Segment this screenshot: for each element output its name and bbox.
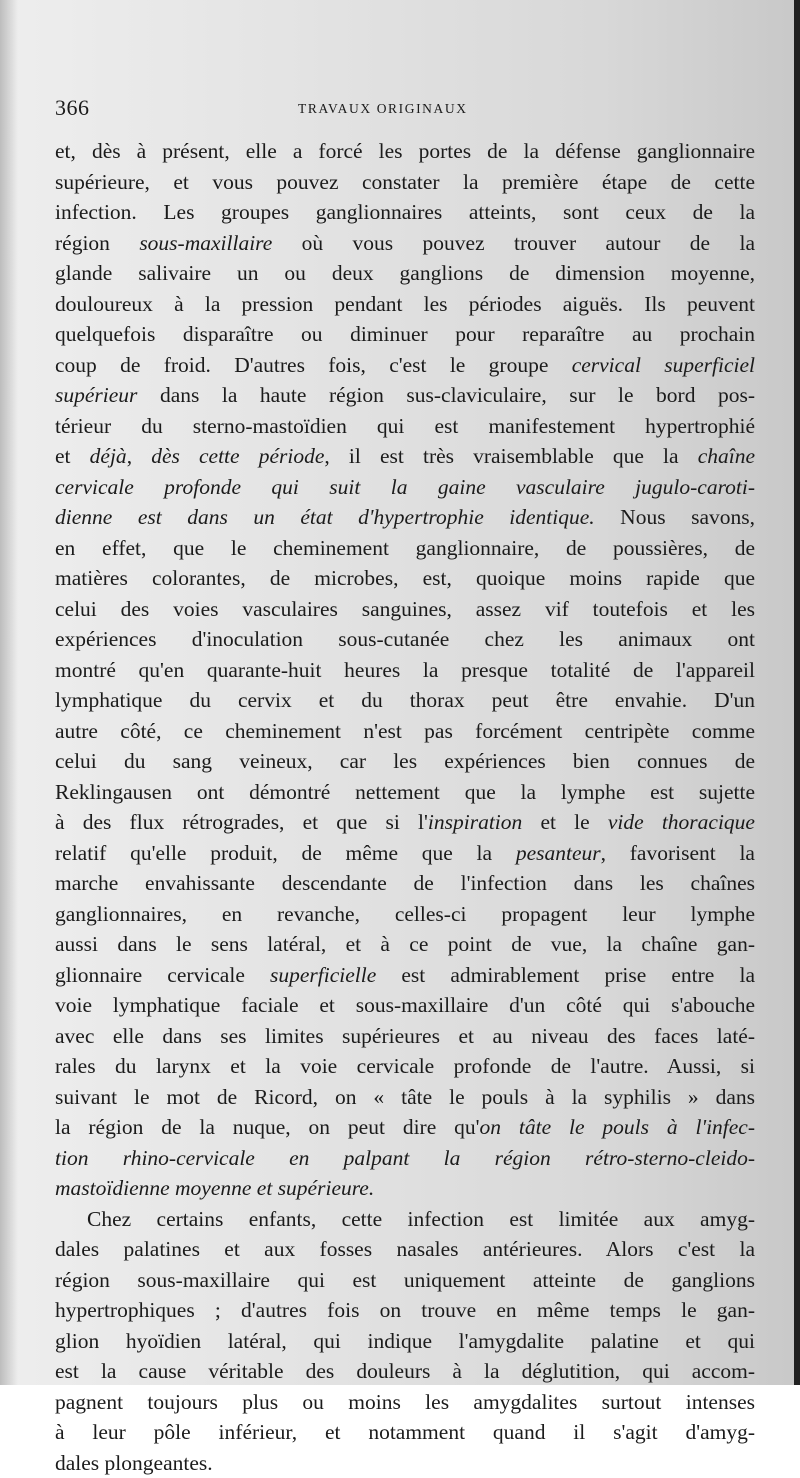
text-line [55,899,755,930]
italic-text: dienne est dans un état d'hypertrophie identique. [55,505,595,529]
text-segment: supérieure, et vous pouvez constater la première étape de cette [55,170,755,194]
text-segment: hypertrophiques ; d'autres fois on trouve en même temps le gan- [55,1298,755,1322]
text-line [55,350,755,381]
italic-text: supérieur [55,383,137,407]
text-line [55,807,755,838]
text-segment: douloureux à la pression pendant les périodes aiguës. Ils peuvent [55,292,755,316]
text-line [55,533,755,564]
italic-text: déjà [90,444,127,468]
text-segment: la région de la nuque, on peut dire qu' [55,1115,480,1139]
text-segment: quelquefois disparaître ou diminuer pour reparaître au prochain [55,322,755,346]
text-segment: Nous savons, [595,505,755,529]
text-line [55,594,755,625]
text-segment: et, dès à présent, elle a forcé les portes de la défense ganglionnaire [55,139,755,163]
text-segment: celui des voies vasculaires sanguines, assez vif toutefois et les [55,597,755,621]
text-segment [255,1146,289,1170]
text-line [55,624,755,655]
text-line [55,685,755,716]
text-segment: dales palatines et aux fosses nasales antérieures. Alors c'est la [55,1237,755,1261]
text-line [55,960,755,991]
text-segment: lymphatique du cervix et du thorax peut être envahie. D'un [55,688,755,712]
text-segment: et [55,444,90,468]
text-line [55,990,755,1021]
text-segment: région [55,231,139,255]
italic-text: tion rhino-cervicale [55,1146,255,1170]
italic-text: chaîne [698,444,755,468]
text-line [55,716,755,747]
italic-text: pesanteur [516,841,601,865]
italic-text: on tâte le pouls à l'infec- [480,1115,756,1139]
text-segment: ganglionnaires, en revanche, celles-ci propagent leur lymphe [55,902,755,926]
italic-text: sous-maxillaire [139,231,272,255]
text-line [55,1356,755,1387]
page-number: 366 [55,95,90,121]
italic-text: cervicale profonde qui suit la gaine vasculaire jugulo-caroti- [55,475,755,499]
text-segment: où vous pouvez trouver autour de la [272,231,755,255]
text-line [55,1326,755,1357]
text-line [55,838,755,869]
text-segment: à des flux rétrogrades, et que si l' [55,810,428,834]
text-segment: matières colorantes, de microbes, est, quoique moins rapide que [55,566,755,590]
page-header [55,95,755,125]
italic-text: inspiration [428,810,522,834]
text-segment: , favorisent la [601,841,755,865]
text-segment: et le [522,810,608,834]
text-line [55,929,755,960]
text-segment: région sous-maxillaire qui est uniquement atteinte de ganglions [55,1268,755,1292]
text-line [55,777,755,808]
text-line [55,1021,755,1052]
text-line [55,411,755,442]
italic-text: vide thoracique [608,810,755,834]
text-line [55,441,755,472]
text-segment: infection. Les groupes ganglionnaires atteints, sont ceux de la [55,200,755,224]
text-line [55,746,755,777]
text-line [55,319,755,350]
text-segment: dales plongeantes. [55,1451,213,1475]
text-segment: glion hyoïdien latéral, qui indique l'amygdalite palatine et qui [55,1329,755,1353]
text-line [55,1173,755,1204]
text-line [55,502,755,533]
text-line [55,563,755,594]
text-segment: Reklingausen ont démontré nettement que la lymphe est sujette [55,780,755,804]
page-shadow-left [0,0,18,1385]
text-line [55,289,755,320]
text-line [55,197,755,228]
italic-text: mastoïdienne moyenne et supérieure. [55,1176,374,1200]
italic-text: cervical superficiel [572,353,755,377]
text-segment: avec elle dans ses limites supérieures et au niveau des faces laté- [55,1024,755,1048]
text-line [55,1051,755,1082]
text-line [55,1204,755,1235]
text-segment: en effet, que le cheminement ganglionnaire, de poussières, de [55,536,755,560]
text-line [55,1234,755,1265]
text-line [55,1143,755,1174]
text-line [55,472,755,503]
text-segment: autre côté, ce cheminement n'est pas forcément centripète comme [55,719,755,743]
text-line [55,1387,755,1418]
italic-text: superficielle [270,963,376,987]
text-line [55,655,755,686]
page-edge-right [794,0,800,1385]
text-segment: suivant le mot de Ricord, on « tâte le pouls à la syphilis » dans [55,1085,755,1109]
italic-text: en palpant la région rétro-sterno-cleido- [289,1146,755,1170]
running-head: TRAVAUX ORIGINAUX [298,101,468,117]
text-line [55,228,755,259]
text-segment: à leur pôle inférieur, et notamment quand il s'agit d'amyg- [55,1420,755,1444]
text-line [55,258,755,289]
text-line [55,380,755,411]
text-segment: montré qu'en quarante-huit heures la presque totalité de l'appareil [55,658,755,682]
text-line [55,868,755,899]
text-segment: celui du sang veineux, car les expériences bien connues de [55,749,755,773]
text-segment: glande salivaire un ou deux ganglions de dimension moyenne, [55,261,755,285]
text-line [55,1417,755,1448]
text-line [55,167,755,198]
text-segment: coup de froid. D'autres fois, c'est le groupe [55,353,572,377]
text-segment: rales du larynx et la voie cervicale profonde de l'autre. Aussi, si [55,1054,755,1078]
text-line [55,1448,755,1478]
text-line [55,1295,755,1326]
text-segment: relatif qu'elle produit, de même que la [55,841,516,865]
text-segment: marche envahissante descendante de l'infection dans les chaînes [55,871,755,895]
text-line [55,136,755,167]
text-segment: , [127,444,152,468]
text-segment: térieur du sterno-mastoïdien qui est manifestement hypertrophié [55,414,755,438]
text-segment: est admirablement prise entre la [376,963,755,987]
text-line [55,1112,755,1143]
body-text [55,136,755,1478]
text-segment: expériences d'inoculation sous-cutanée chez les animaux ont [55,627,755,651]
text-segment: Chez certains enfants, cette infection est limitée aux amyg- [87,1207,755,1231]
italic-text: dès cette période [151,444,324,468]
text-segment: , il est très vraisemblable que la [324,444,697,468]
text-segment: dans la haute région sus-claviculaire, sur le bord pos- [137,383,755,407]
text-segment: aussi dans le sens latéral, et à ce point de vue, la chaîne gan- [55,932,755,956]
text-segment: voie lymphatique faciale et sous-maxillaire d'un côté qui s'abouche [55,993,755,1017]
text-segment: glionnaire cervicale [55,963,270,987]
text-line [55,1082,755,1113]
text-line [55,1265,755,1296]
text-segment: est la cause véritable des douleurs à la déglutition, qui accom- [55,1359,755,1383]
text-segment: pagnent toujours plus ou moins les amygdalites surtout intenses [55,1390,755,1414]
